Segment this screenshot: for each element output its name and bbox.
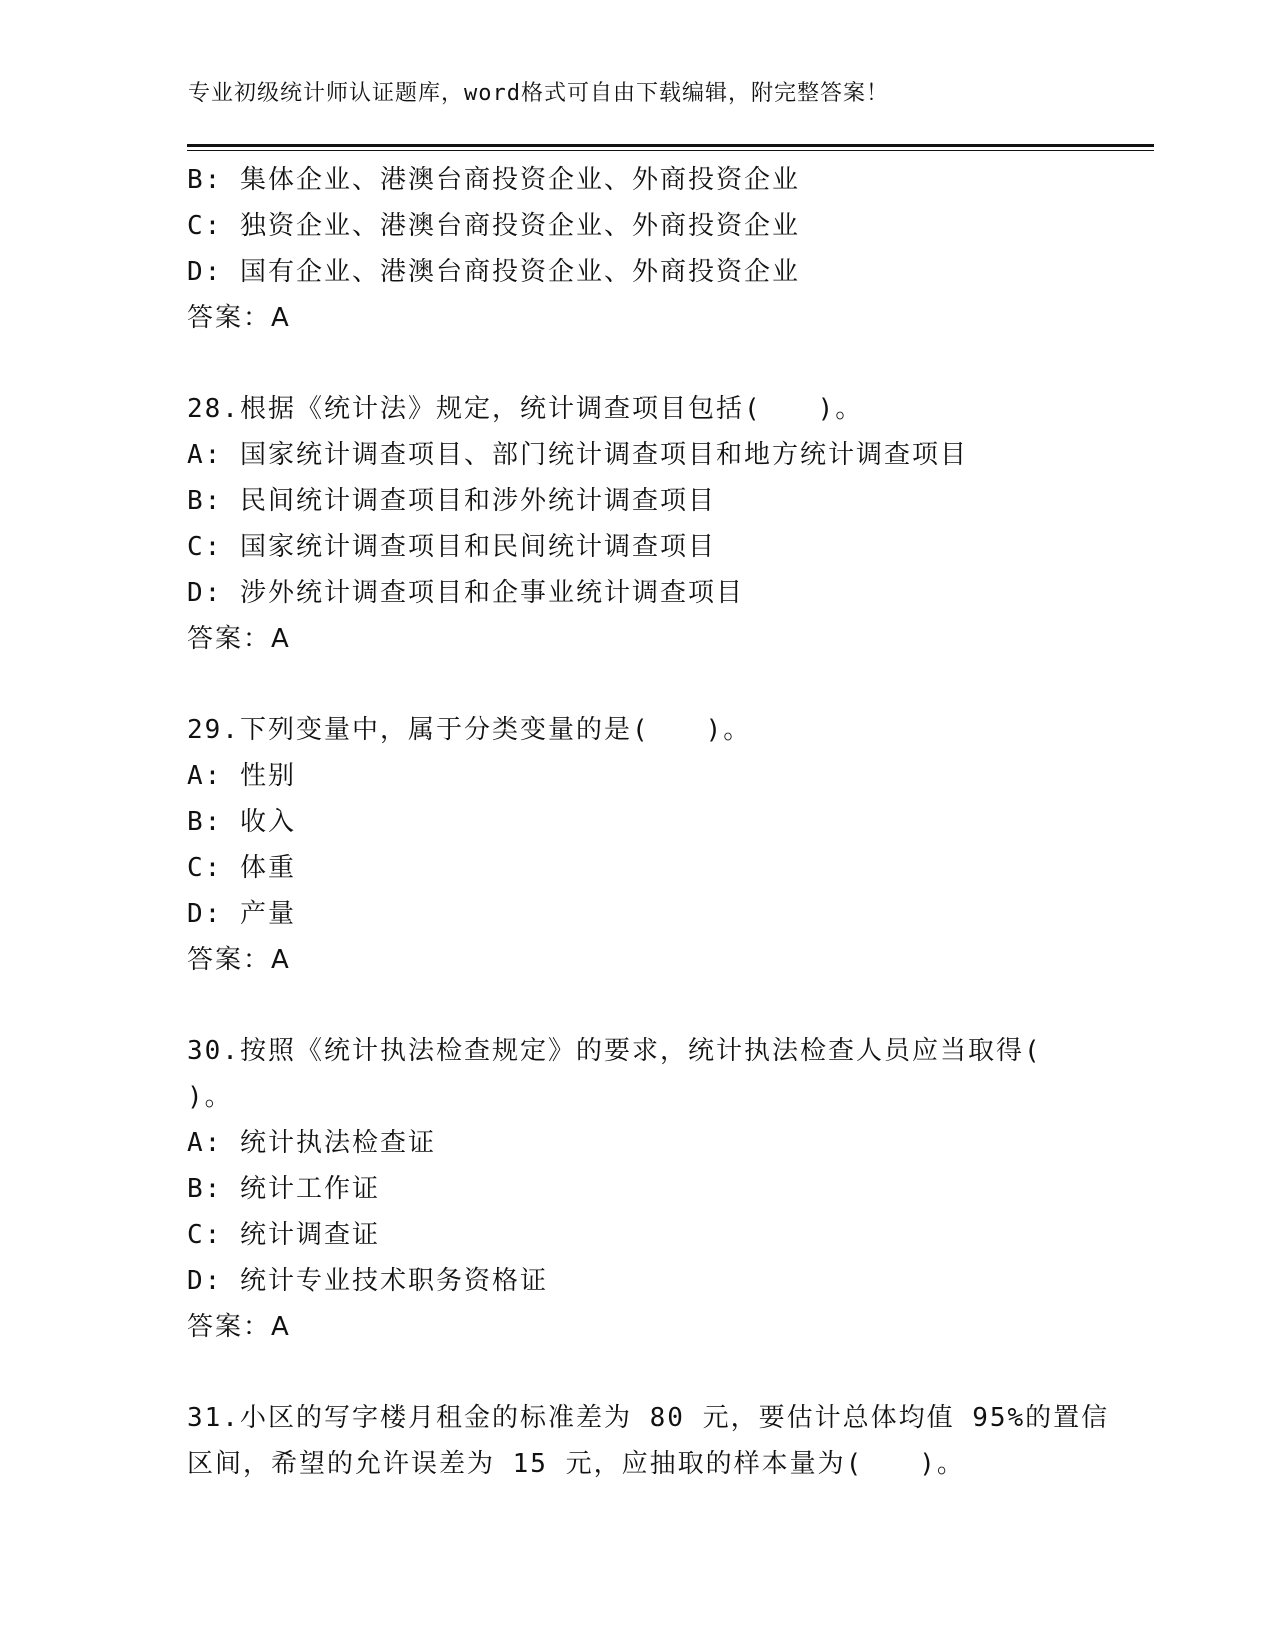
question-text-line-1: 31.小区的写字楼月租金的标准差为 80 元，要估计总体均值 95%的置信 xyxy=(187,1403,1110,1433)
question-31 xyxy=(187,1395,1110,1487)
option-a: A: 统计执法检查证 xyxy=(187,1128,436,1158)
question-text-line-2: )。 xyxy=(187,1082,233,1112)
option-c: C: 体重 xyxy=(187,853,296,883)
question-27 xyxy=(187,157,1087,341)
answer: 答案：A xyxy=(187,624,291,654)
spacer xyxy=(187,1350,1087,1395)
answer: 答案：A xyxy=(187,1312,291,1342)
option-d: D: 统计专业技术职务资格证 xyxy=(187,1266,548,1296)
question-text: 28.根据《统计法》规定，统计调查项目包括( )。 xyxy=(187,394,864,424)
option-a: A: 国家统计调查项目、部门统计调查项目和地方统计调查项目 xyxy=(187,440,968,470)
page-header: 专业初级统计师认证题库，word格式可自由下载编辑，附完整答案！ xyxy=(188,81,889,106)
question-text: 29.下列变量中，属于分类变量的是( )。 xyxy=(187,715,752,745)
spacer xyxy=(187,983,1087,1028)
option-b: B: 统计工作证 xyxy=(187,1174,380,1204)
option-d: D: 产量 xyxy=(187,899,296,929)
question-text-line-1: 30.按照《统计执法检查规定》的要求，统计执法检查人员应当取得( xyxy=(187,1036,1042,1066)
spacer xyxy=(187,662,1087,707)
option-c: C: 统计调查证 xyxy=(187,1220,380,1250)
question-list xyxy=(187,157,1110,1487)
answer: 答案：A xyxy=(187,303,291,333)
option-b: B: 集体企业、港澳台商投资企业、外商投资企业 xyxy=(187,165,800,195)
option-b: B: 民间统计调查项目和涉外统计调查项目 xyxy=(187,486,716,516)
header-rule-thin xyxy=(187,150,1154,151)
question-text-line-2: 区间，希望的允许误差为 15 元，应抽取的样本量为( )。 xyxy=(187,1449,965,1479)
question-28 xyxy=(187,386,1087,662)
option-a: A: 性别 xyxy=(187,761,296,791)
answer: 答案：A xyxy=(187,945,291,975)
question-29 xyxy=(187,707,1087,983)
option-d: D: 国有企业、港澳台商投资企业、外商投资企业 xyxy=(187,257,800,287)
option-d: D: 涉外统计调查项目和企事业统计调查项目 xyxy=(187,578,744,608)
option-c: C: 独资企业、港澳台商投资企业、外商投资企业 xyxy=(187,211,800,241)
option-b: B: 收入 xyxy=(187,807,296,837)
spacer xyxy=(187,341,1087,386)
option-c: C: 国家统计调查项目和民间统计调查项目 xyxy=(187,532,716,562)
header-rule-thick xyxy=(187,144,1154,147)
question-30 xyxy=(187,1028,1087,1350)
